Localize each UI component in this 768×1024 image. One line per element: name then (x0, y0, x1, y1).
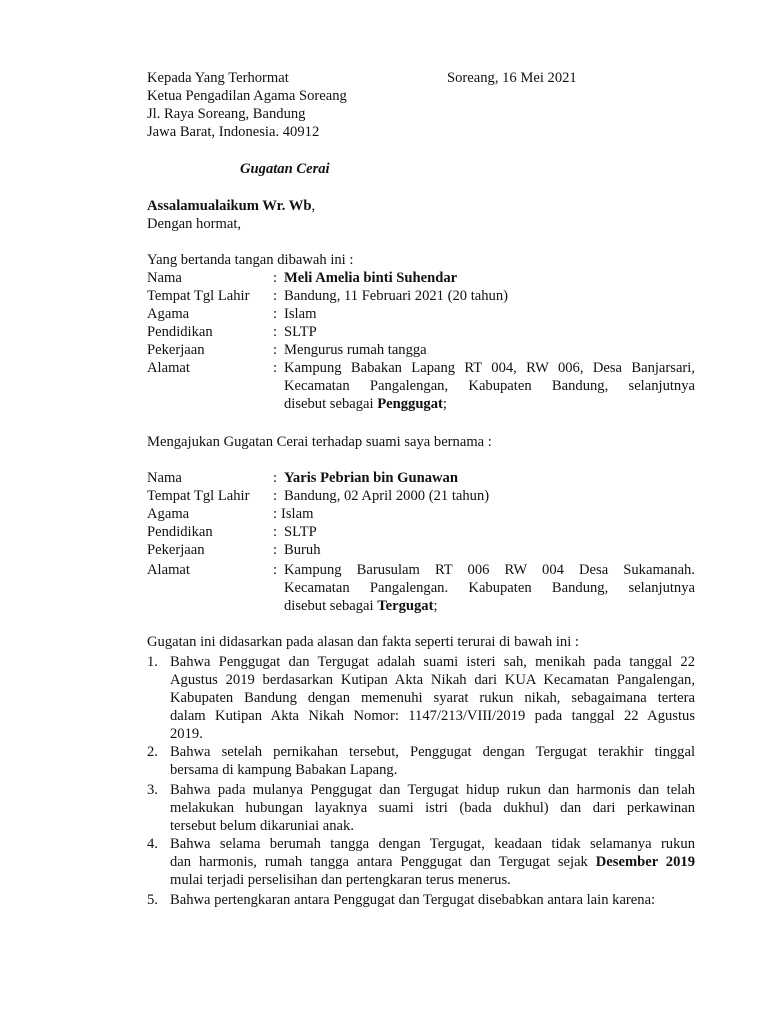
colon: : (273, 306, 278, 322)
plaintiff-pekerjaan: Mengurus rumah tangga (284, 342, 427, 358)
defendant-alamat-label: Alamat (147, 562, 190, 578)
ground-3-line-3: tersebut belum dikaruniai anak. (170, 818, 354, 834)
defendant-ttl-label: Tempat Tgl Lahir (147, 488, 250, 504)
ground-number: 1. (147, 654, 158, 670)
colon: : (273, 360, 278, 376)
ground-number: 2. (147, 744, 158, 760)
recipient-line-3: Jl. Raya Soreang, Bandung (147, 106, 306, 122)
ground-4-line-2-text: dan harmonis, rumah tangga antara Penggugat dan Tergugat sejak (170, 854, 596, 870)
alamat-suffix: ; (442, 396, 447, 412)
defendant-nama: Yaris Pebrian bin Gunawan (284, 470, 458, 486)
defendant-agama: Islam (281, 506, 314, 522)
plaintiff-pekerjaan-label: Pekerjaan (147, 342, 205, 358)
ground-1-line-4: dalam Kutipan Akta Nikah Nomor: 1147/213/VIII/2019 pada tanggal 22 Agustus (170, 708, 695, 724)
alamat-suffix: ; (433, 598, 438, 614)
plaintiff-alamat-line-2: Kecamatan Pangalengan, Kabupaten Bandung, selanjutnya (284, 378, 695, 394)
colon: : (273, 562, 278, 578)
place-date: Soreang, 16 Mei 2021 (447, 70, 577, 86)
ground-number: 4. (147, 836, 158, 852)
colon: : (273, 342, 278, 358)
ground-2-line-2: bersama di kampung Babakan Lapang. (170, 762, 398, 778)
defendant-pekerjaan: Buruh (284, 542, 321, 558)
ground-number: 3. (147, 782, 158, 798)
recipient-line-1: Kepada Yang Terhormat (147, 70, 289, 86)
ground-1-line-5: 2019. (170, 726, 203, 742)
defendant-nama-label: Nama (147, 470, 182, 486)
ground-4-line-2 (170, 853, 695, 871)
colon: : (273, 270, 278, 286)
ground-4-line-3: mulai terjadi perselisihan dan pertengkaran terus menerus. (170, 872, 511, 888)
plaintiff-ttl-label: Tempat Tgl Lahir (147, 288, 250, 304)
ground-3-line-2: melakukan hubungan layaknya suami istri (bada dukhul) dan dari perkawinan (170, 800, 695, 816)
defendant-alamat-line-2: Kecamatan Pangalengan. Kabupaten Bandung, selanjutnya (284, 580, 695, 596)
defendant-alamat-line-3 (284, 597, 695, 615)
salutation: Dengan hormat, (147, 216, 242, 232)
ground-2-line-1: Bahwa setelah pernikahan tersebut, Penggugat dengan Tergugat terakhir tinggal (170, 744, 695, 760)
colon: : (273, 524, 278, 540)
grounds-intro: Gugatan ini didasarkan pada alasan dan fakta seperti terurai di bawah ini : (147, 634, 579, 650)
ground-number: 5. (147, 892, 158, 908)
defendant-pekerjaan-label: Pekerjaan (147, 542, 205, 558)
ground-4-date: Desember 2019 (595, 854, 695, 870)
defendant-ttl: Bandung, 02 April 2000 (21 tahun) (284, 488, 490, 504)
plaintiff-alamat-line-3 (284, 395, 695, 413)
plaintiff-alamat-label: Alamat (147, 360, 190, 376)
defendant-role: Tergugat (377, 598, 434, 614)
colon: : (273, 488, 278, 504)
claim-intro: Mengajukan Gugatan Cerai terhadap suami saya bernama : (147, 434, 492, 450)
intro-text: Yang bertanda tangan dibawah ini : (147, 252, 354, 268)
ground-4-line-1: Bahwa selama berumah tangga dengan Tergugat, keadaan tidak selamanya rukun (170, 836, 695, 852)
plaintiff-agama: Islam (284, 306, 317, 322)
defendant-pendidikan: SLTP (284, 524, 317, 540)
defendant-alamat-line-1: Kampung Barusulam RT 006 RW 004 Desa Sukamanah. (284, 562, 695, 578)
ground-5-line-1: Bahwa pertengkaran antara Penggugat dan Tergugat disebabkan antara lain karena: (170, 892, 656, 908)
plaintiff-ttl: Bandung, 11 Februari 2021 (20 tahun) (284, 288, 509, 304)
plaintiff-pendidikan-label: Pendidikan (147, 324, 213, 340)
colon: : (273, 542, 278, 558)
plaintiff-role: Penggugat (377, 396, 443, 412)
greeting-text: Assalamualaikum Wr. Wb (147, 198, 312, 214)
plaintiff-alamat-line-1: Kampung Babakan Lapang RT 004, RW 006, Desa Banjarsari, (284, 360, 695, 376)
greeting (147, 197, 315, 215)
defendant-agama-label: Agama (147, 506, 190, 522)
ground-1-line-1: Bahwa Penggugat dan Tergugat adalah suami isteri sah, menikah pada tanggal 22 (170, 654, 695, 670)
colon: : (273, 324, 278, 340)
ground-1-line-2: Agustus 2019 berdasarkan Kutipan Akta Nikah dari KUA Kecamatan Pangalengan, (170, 672, 695, 688)
recipient-line-4: Jawa Barat, Indonesia. 40912 (147, 124, 320, 140)
colon: : (273, 470, 278, 486)
plaintiff-pendidikan: SLTP (284, 324, 317, 340)
ground-3-line-1: Bahwa pada mulanya Penggugat dan Tergugat hidup rukun dan harmonis dan telah (170, 782, 695, 798)
plaintiff-nama-label: Nama (147, 270, 182, 286)
alamat-prefix: disebut sebagai (284, 598, 378, 614)
letter-title: Gugatan Cerai (240, 161, 330, 177)
alamat-prefix: disebut sebagai (284, 396, 378, 412)
recipient-line-2: Ketua Pengadilan Agama Soreang (147, 88, 347, 104)
colon: : (273, 506, 278, 522)
plaintiff-nama: Meli Amelia binti Suhendar (284, 270, 458, 286)
plaintiff-agama-label: Agama (147, 306, 190, 322)
greeting-comma: , (311, 198, 316, 214)
defendant-pendidikan-label: Pendidikan (147, 524, 213, 540)
colon: : (273, 288, 278, 304)
ground-1-line-3: Kabupaten Bandung dengan memenuhi syarat rukun nikah, sebagaimana tertera (170, 690, 695, 706)
